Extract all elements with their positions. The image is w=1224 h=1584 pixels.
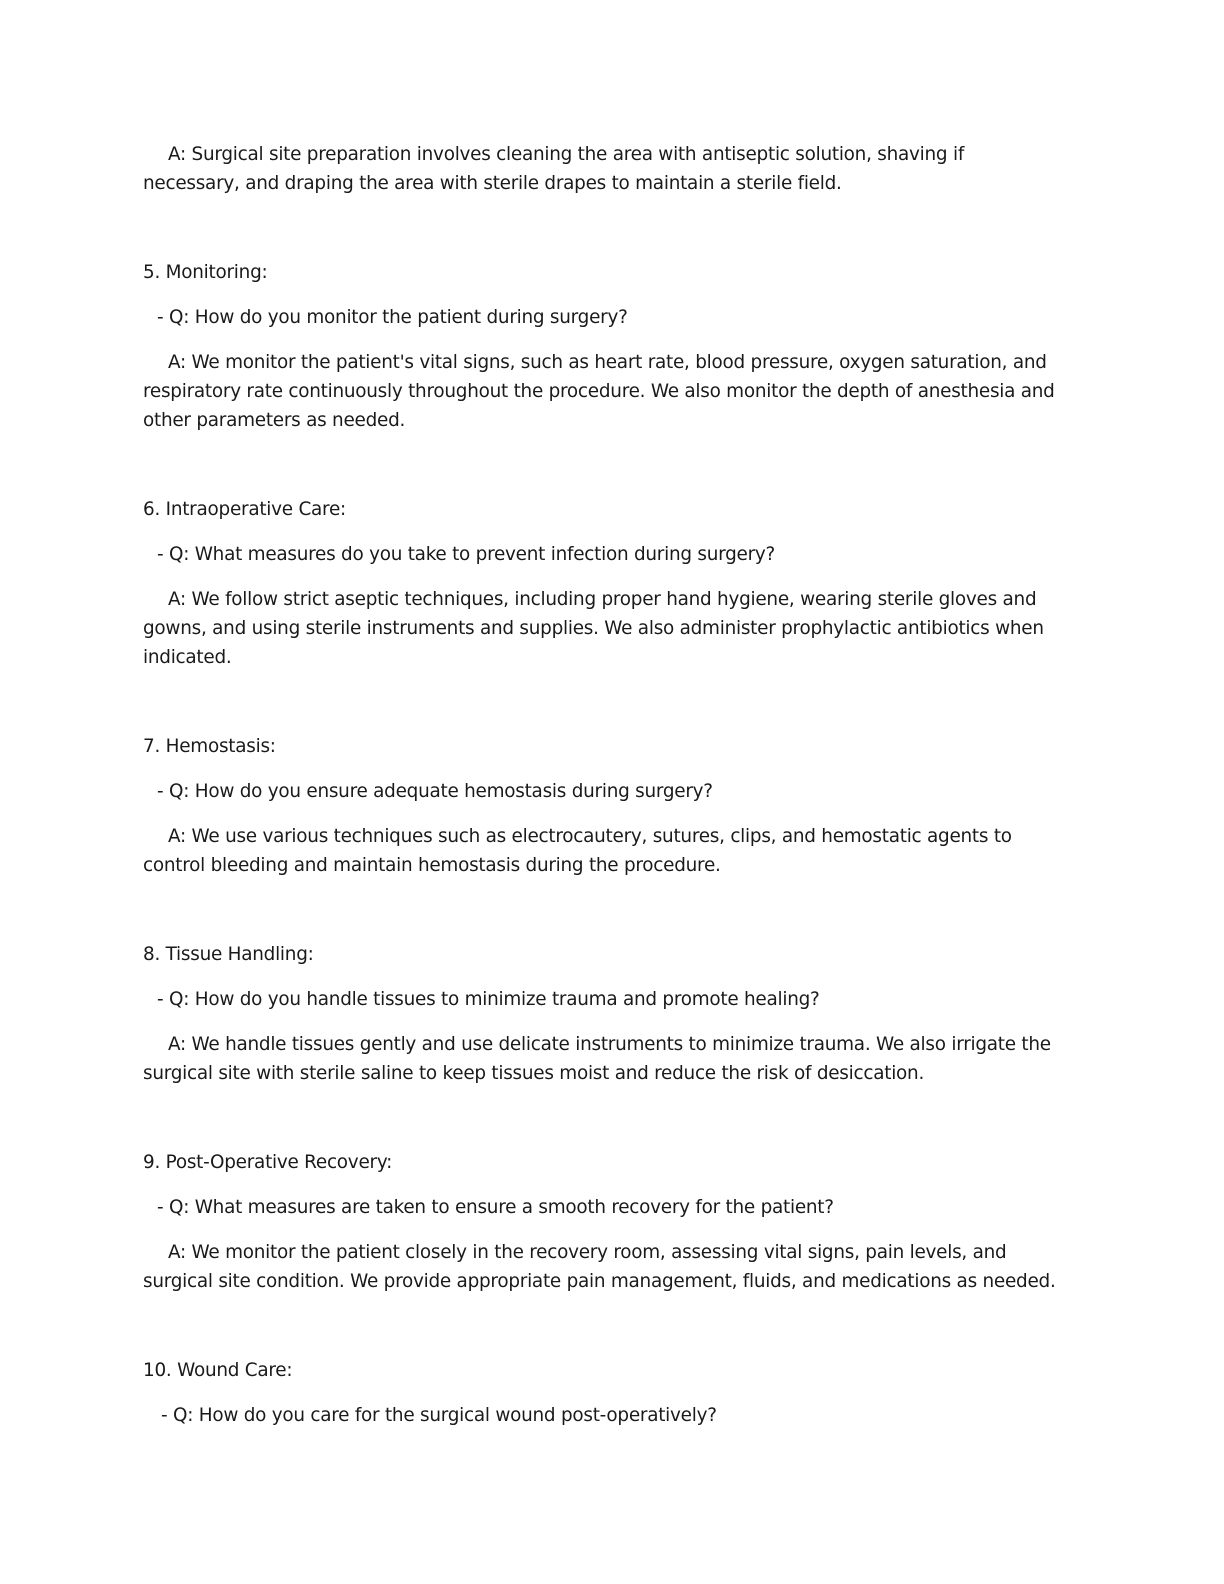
section-question: - Q: What measures do you take to prevent infection during surgery? — [157, 544, 776, 565]
section-question: - Q: How do you monitor the patient during surgery? — [157, 307, 628, 328]
section-post-operative-recovery — [143, 1148, 1058, 1296]
section-intraoperative-care — [143, 495, 1058, 672]
section-answer: A: We monitor the patient's vital signs, such as heart rate, blood pressure, oxygen saturation, and respiratory rate continuously throughout the procedure. We also monitor the depth of anesthesia and other parameters as needed. — [143, 352, 1055, 431]
section-question: - Q: How do you care for the surgical wound post-operatively? — [161, 1405, 717, 1426]
section-heading: 10. Wound Care: — [143, 1360, 293, 1381]
section-heading: 7. Hemostasis: — [143, 736, 276, 757]
section-heading: 8. Tissue Handling: — [143, 944, 314, 965]
section-question: - Q: What measures are taken to ensure a smooth recovery for the patient? — [157, 1197, 834, 1218]
section-tissue-handling — [143, 940, 1058, 1088]
section-hemostasis — [143, 732, 1058, 880]
section-heading: 6. Intraoperative Care: — [143, 499, 346, 520]
section-question: - Q: How do you handle tissues to minimize trauma and promote healing? — [157, 989, 820, 1010]
section-answer: A: We use various techniques such as electrocautery, sutures, clips, and hemostatic agents to control bleeding and maintain hemostasis during the procedure. — [143, 826, 1012, 876]
section-question: - Q: How do you ensure adequate hemostasis during surgery? — [157, 781, 713, 802]
document-body — [143, 140, 1058, 1430]
section-answer: A: We handle tissues gently and use delicate instruments to minimize trauma. We also irrigate the surgical site with sterile saline to keep tissues moist and reduce the risk of desiccation. — [143, 1034, 1051, 1084]
section-answer: A: We monitor the patient closely in the recovery room, assessing vital signs, pain levels, and surgical site condition. We provide appropriate pain management, fluids, and medications as needed. — [143, 1242, 1056, 1292]
section-heading: 9. Post-Operative Recovery: — [143, 1152, 393, 1173]
section-heading: 5. Monitoring: — [143, 262, 268, 283]
section-answer: A: We follow strict aseptic techniques, including proper hand hygiene, wearing sterile gloves and gowns, and using sterile instruments and supplies. We also administer prophylactic antibiotics when indicated. — [143, 589, 1044, 668]
intro-answer: A: Surgical site preparation involves cleaning the area with antiseptic solution, shaving if necessary, and draping the area with sterile drapes to maintain a sterile field. — [143, 144, 965, 194]
section-wound-care — [143, 1356, 1058, 1430]
section-monitoring — [143, 258, 1058, 435]
